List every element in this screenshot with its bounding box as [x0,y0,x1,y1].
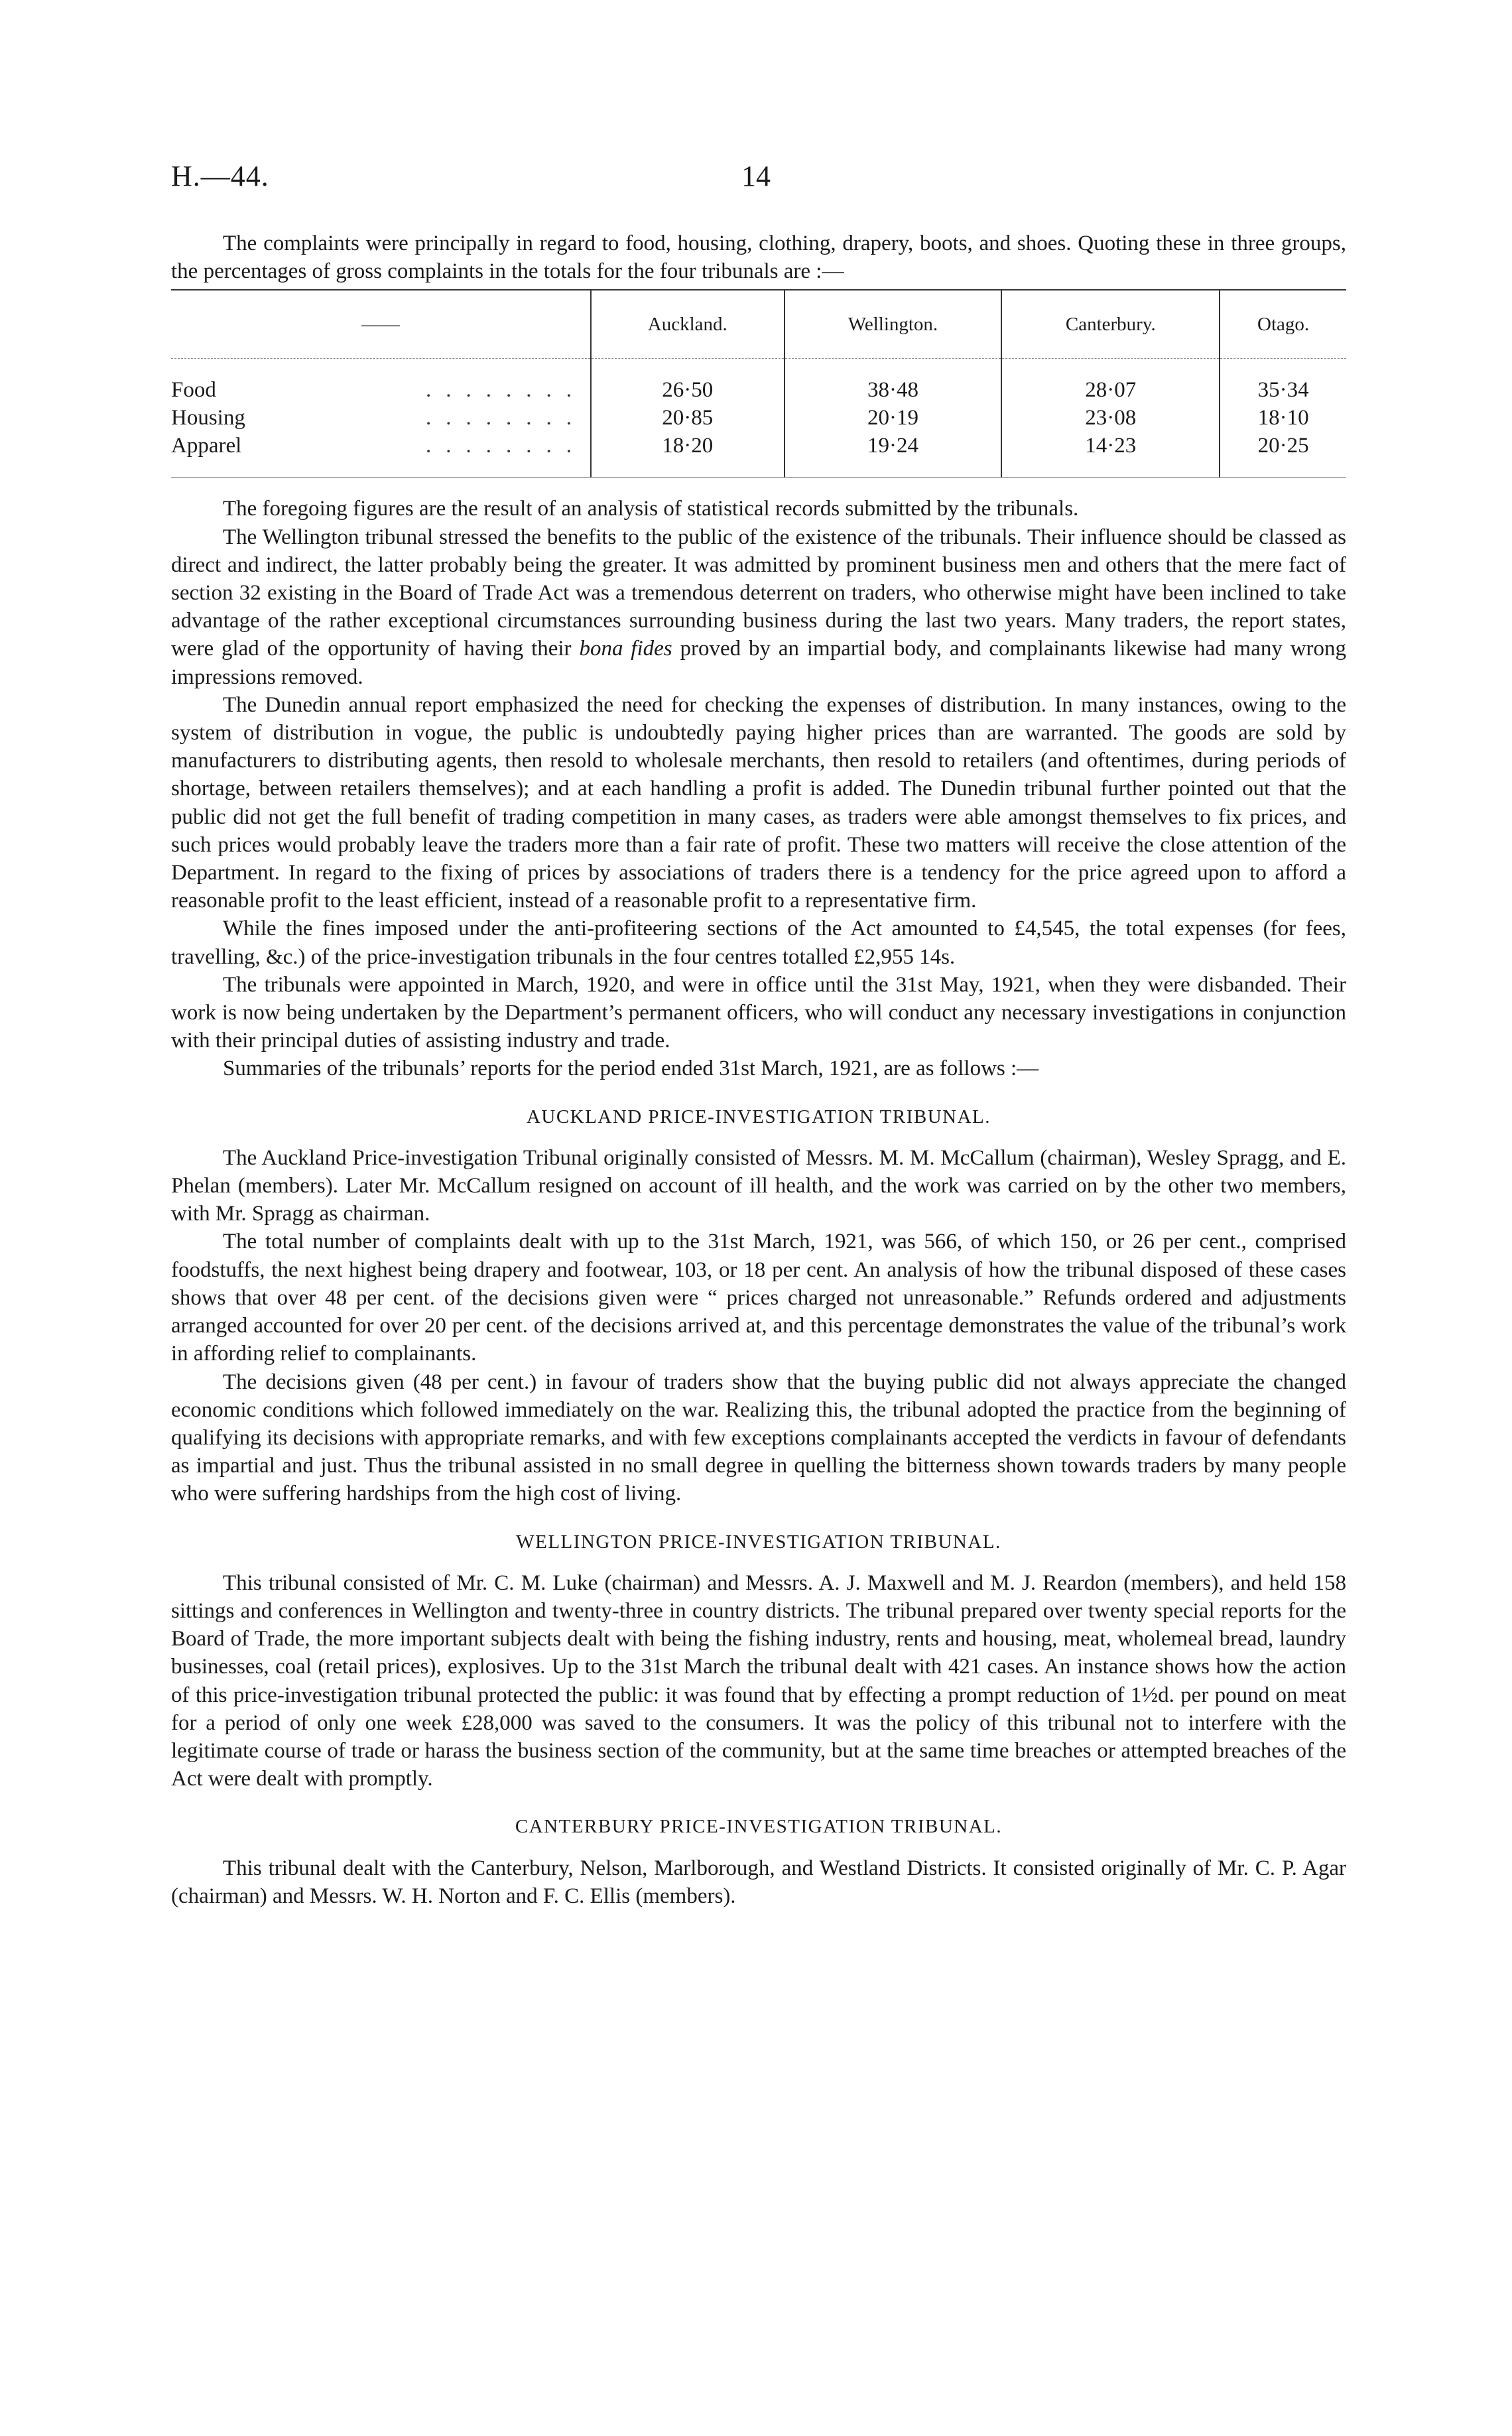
row-label: Apparel [171,434,242,458]
table-stub-header: —— [171,290,591,359]
page-header [171,159,1341,199]
row-label-cell [171,432,591,478]
row-label: Food [171,378,216,403]
document-reference: H.—44. [171,160,269,192]
section-heading-canterbury: CANTERBURY PRICE-INVESTIGATION TRIBUNAL. [515,1816,1003,1838]
wellington-paragraph-1: This tribunal consisted of Mr. C. M. Luke (chairman) and Messrs. A. J. Maxwell and M. J. Reardon (members), and held 158 sittings and conferences in Wellington and twenty-three in country districts. The tribunal prepared over twenty special reports for the Board of Trade, the more important subjects dealt with being the fishing industry, rents and housing, meat, wholemeal bread, laundry businesses, coal (retail prices), explosives. Up to the 31st March the tribunal dealt with 421 cases. An instance shows how the action of this price-investigation tribunal protected the public: it was found that by effecting a prompt reduction of 1½d. per pound on meat for a period of only one week £28,000 was saved to the consumers. It was the policy of this tribunal not to interfere with the legitimate course of trade or harass the business section of the community, but at the same time breaches or attempted breaches of the Act were dealt with promptly. [171,1571,1346,1791]
paragraph-text: The Wellington tribunal stressed the benefits to the public of the existence of the tribunals. Their influence should be classed as direct and indirect, the latter probably being the greater. It was admitted by prominent business men and others that the mere fact of section 32 existing in the Board of Trade Act was a tremendous deterrent on traders, who otherwise might have been inclined to take advantage of the rather exceptional circumstances surrounding business during the last two years. Many traders, the report states, were glad of the opportunity of having their [171,525,1346,661]
table-cell: 18·10 [1220,404,1346,432]
table-cell: 14·23 [1001,432,1220,478]
row-label: Housing [171,406,245,430]
leader-dots: ........ [426,406,586,430]
complaints-percentage-table [171,289,1346,478]
table-cell: 18·20 [591,432,785,478]
paragraph-dunedin-report: The Dunedin annual report emphasized the need for checking the expenses of distribution. In many instances, owing to the system of distribution in vogue, the public is undoubtedly paying higher prices than are warranted. The goods are sold by manufacturers to distributing agents, then resold to wholesale merchants, then resold to retailers (and oftentimes, during periods of shortage, between retailers themselves); and at each handling a profit is added. The Dunedin tribunal further pointed out that the public did not get the full benefit of trading competition in many cases, as traders were able amongst themselves to fix prices, and such prices would probably leave the traders more than a fair rate of profit. These two matters will receive the close attention of the Department. In regard to the fixing of prices by associations of traders there is a tendency for the price agreed upon to afford a reasonable profit to the least efficient, instead of a reasonable profit to a representative firm. [171,692,1346,913]
table-cell: 35·34 [1220,359,1346,405]
table-cell: 38·48 [785,359,1002,405]
column-header-canterbury: Canterbury. [1001,290,1220,359]
table-row-housing [171,404,1346,432]
section-heading-auckland: AUCKLAND PRICE-INVESTIGATION TRIBUNAL. [526,1106,991,1127]
table-row-food [171,359,1346,405]
table-header-row [171,290,1346,359]
auckland-paragraph-1: The Auckland Price-investigation Tribunal originally consisted of Messrs. M. M. McCallum (chairman), Wesley Spragg, and E. Phelan (members). Later Mr. McCallum resigned on account of ill health, and the work was carried on by the other two members, with Mr. Spragg as chairman. [171,1145,1346,1226]
paragraph-text: proved by an impartial body, and complainants likewise had many wrong impressions removed. [171,637,1347,689]
paragraph-tribunals-disbanded: The tribunals were appointed in March, 1920, and were in office until the 31st May, 1921, when they were disbanded. Their work is now being undertaken by the Department’s permanent officers, who will conduct any necessary investigations in conjunction with their principal duties of assisting industry and trade. [171,972,1346,1053]
page-body [171,229,1346,1910]
canterbury-paragraph-1: This tribunal dealt with the Canterbury, Nelson, Marlborough, and Westland Districts. It consisted originally of Mr. C. P. Agar (chairman) and Messrs. W. H. Norton and F. C. Ellis (members). [171,1856,1346,1908]
table-cell: 20·25 [1220,432,1346,478]
leader-dots: ........ [426,434,586,458]
row-label-cell [171,359,591,405]
column-header-wellington: Wellington. [785,290,1002,359]
paragraph-fines-expenses: While the fines imposed under the anti-profiteering sections of the Act amounted to £4,545, the total expenses (for fees, travelling, &c.) of the price-investigation tribunals in the four centres totalled £2,955 14s. [171,917,1346,969]
row-label-cell [171,404,591,432]
intro-paragraph: The complaints were principally in regard to food, housing, clothing, drapery, boots, and shoes. Quoting these in three groups, the percentages of gross complaints in the totals for the four tribunals are :— [171,231,1346,284]
table-cell: 23·08 [1001,404,1220,432]
leader-dots: ........ [426,378,586,403]
table-cell: 26·50 [591,359,785,405]
paragraph-wellington-benefits [171,523,1346,691]
table-row-apparel [171,432,1346,478]
paragraph-summaries-intro: Summaries of the tribunals’ reports for the period ended 31st March, 1921, are as follows :— [223,1057,1039,1081]
page-number: 14 [741,160,771,192]
paragraph-foregoing-figures: The foregoing figures are the result of an analysis of statistical records submitted by the tribunals. [223,497,1079,521]
column-header-auckland: Auckland. [591,290,785,359]
table-cell: 19·24 [785,432,1002,478]
table-cell: 28·07 [1001,359,1220,405]
section-heading-wellington: WELLINGTON PRICE-INVESTIGATION TRIBUNAL. [516,1531,1001,1553]
italic-phrase: bona fides [579,637,672,661]
column-header-otago: Otago. [1220,290,1346,359]
table-cell: 20·19 [785,404,1002,432]
auckland-paragraph-3: The decisions given (48 per cent.) in favour of traders show that the buying public did not always appreciate the changed economic conditions which followed immediately on the war. Realizing this, the tribunal adopted the practice from the beginning of qualifying its decisions with appropriate remarks, and with few exceptions complainants accepted the verdicts in favour of defendants as impartial and just. Thus the tribunal assisted in no small degree in quelling the bitterness shown towards traders by many people who were suffering hardships from the high cost of living. [171,1370,1346,1506]
auckland-paragraph-2: The total number of complaints dealt with up to the 31st March, 1921, was 566, of which 150, or 26 per cent., comprised foodstuffs, the next highest being drapery and footwear, 103, or 18 per cent. An analysis of how the tribunal disposed of these cases shows that over 48 per cent. of the decisions given were “ prices charged not unreasonable.” Refunds ordered and adjustments arranged accounted for over 20 per cent. of the decisions arrived at, and this percentage demonstrates the value of the tribunal’s work in affording relief to complainants. [171,1230,1346,1366]
table-cell: 20·85 [591,404,785,432]
